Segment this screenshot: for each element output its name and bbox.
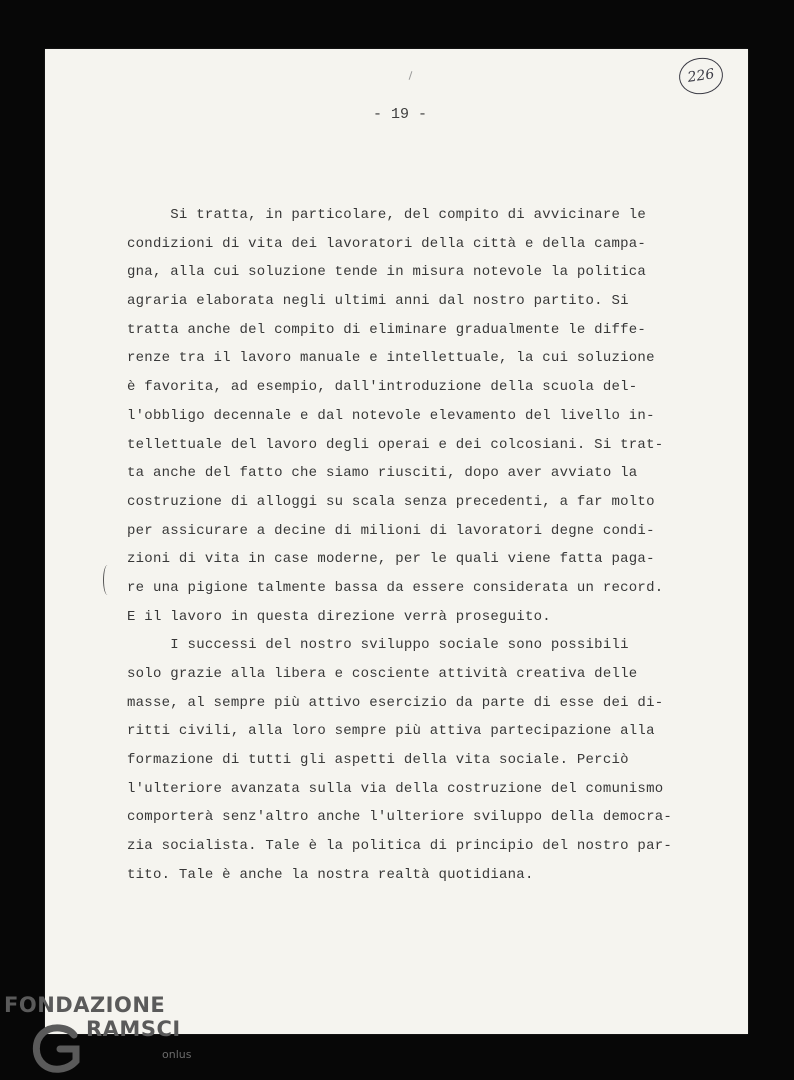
- margin-bracket-mark: [103, 565, 112, 595]
- text-line: masse, al sempre più attivo esercizio da parte di esse dei di-: [127, 694, 664, 711]
- text-line: agraria elaborata negli ultimi anni dal nostro partito. Si: [127, 293, 629, 310]
- text-line: zia socialista. Tale è la politica di principio del nostro par-: [127, 838, 673, 855]
- archive-number-stamp: 226: [677, 55, 726, 97]
- watermark-logo: [4, 993, 204, 1073]
- text-line: ta anche del fatto che siamo riusciti, dopo aver avviato la: [127, 465, 638, 482]
- watermark-line3: onlus: [162, 1048, 192, 1061]
- text-line: tellettuale del lavoro degli operai e dei colcosiani. Si trat-: [127, 436, 664, 453]
- text-line: ritti civili, alla loro sempre più attiva partecipazione alla: [127, 723, 655, 740]
- text-line: tratta anche del compito di eliminare gradualmente le diffe-: [127, 321, 647, 338]
- text-line: per assicurare a decine di milioni di lavoratori degne condi-: [127, 522, 655, 539]
- text-line: è favorita, ad esempio, dall'introduzione della scuola del-: [127, 379, 638, 396]
- text-line: Si tratta, in particolare, del compito di avvicinare le: [127, 207, 647, 223]
- text-line: solo grazie alla libera e cosciente attività creativa delle: [127, 666, 638, 682]
- watermark-line2: RAMSCI: [86, 1017, 181, 1041]
- g-logo-icon: [30, 1021, 92, 1073]
- watermark-line1: FONDAZIONE: [4, 993, 166, 1017]
- text-line: I successi del nostro sviluppo sociale sono possibili: [127, 637, 629, 654]
- text-line: l'ulteriore avanzata sulla via della costruzione del comunismo: [127, 780, 664, 797]
- text-line: gna, alla cui soluzione tende in misura notevole la politica: [127, 264, 647, 281]
- text-line: l'obbligo decennale e dal notevole elevamento del livello in-: [127, 407, 655, 424]
- text-line: formazione di tutti gli aspetti della vita sociale. Perciò: [127, 752, 629, 769]
- text-line: comporterà senz'altro anche l'ulteriore sviluppo della democra-: [127, 809, 673, 826]
- text-line: costruzione di alloggi su scala senza precedenti, a far molto: [127, 493, 655, 510]
- text-line: tito. Tale è anche la nostra realtà quotidiana.: [127, 866, 534, 883]
- text-line: zioni di vita in case moderne, per le quali viene fatta paga-: [127, 551, 655, 568]
- text-line: condizioni di vita dei lavoratori della città e della campa-: [127, 235, 647, 252]
- text-line: E il lavoro in questa direzione verrà proseguito.: [127, 608, 551, 625]
- body-text: [127, 201, 687, 890]
- text-line: re una pigione talmente bassa da essere considerata un record.: [127, 579, 664, 596]
- text-line: renze tra il lavoro manuale e intellettuale, la cui soluzione: [127, 350, 655, 367]
- page-number: - 19 -: [372, 106, 427, 123]
